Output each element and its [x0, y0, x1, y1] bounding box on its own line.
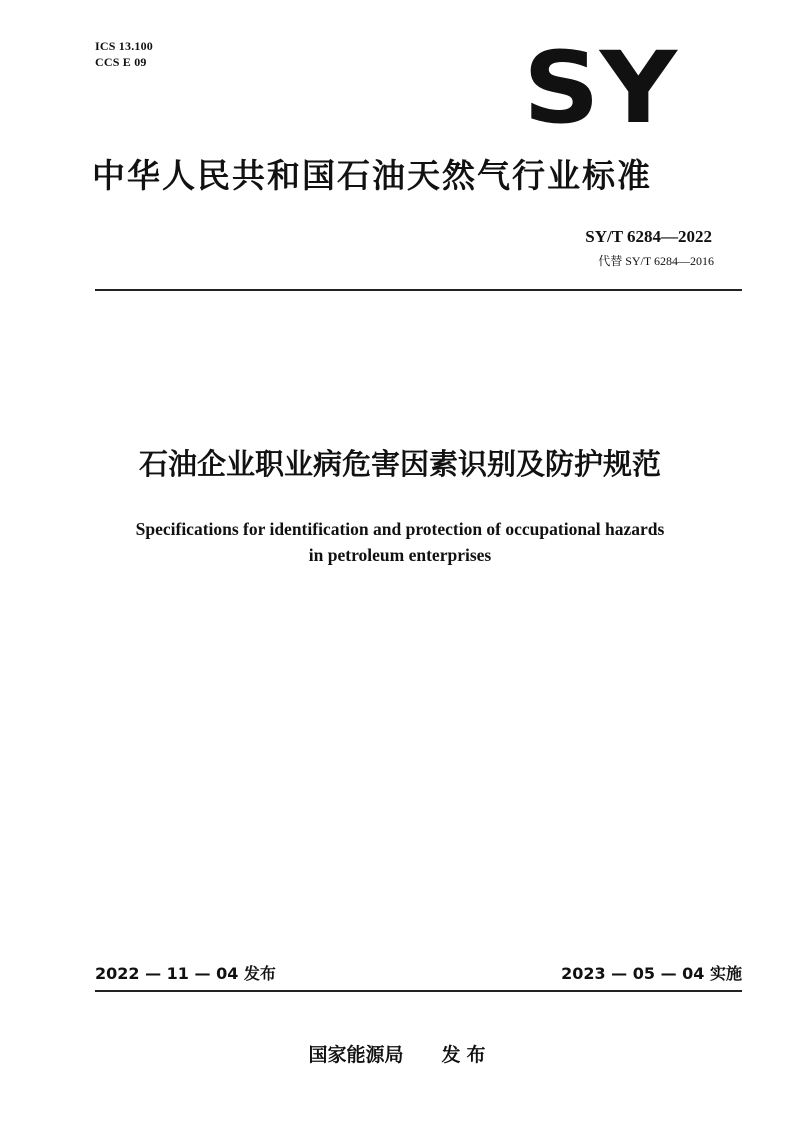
classification-codes: [95, 38, 153, 70]
document-title-chinese: 石油企业职业病危害因素识别及防护规范: [138, 447, 661, 481]
implementation-date: 2023 — 05 — 04 实施: [561, 964, 742, 983]
top-divider: [95, 289, 742, 291]
english-title-line-1: Specifications for identification and protection of occupational hazards: [135, 519, 665, 539]
english-title-line-2: in petroleum enterprises: [308, 545, 492, 565]
bottom-divider: [95, 990, 742, 992]
issue-date: 2022 — 11 — 04 发布: [95, 964, 276, 983]
publisher-action: 发布: [441, 1044, 492, 1066]
publisher-line: [0, 1042, 800, 1068]
standard-number: SY/T 6284—2022: [585, 227, 712, 246]
ics-code: ICS 13.100: [95, 39, 154, 53]
industry-standard-title: 中华人民共和国石油天然气行业标准: [92, 156, 652, 195]
sy-logo: [520, 44, 680, 134]
logo-text: SY: [523, 44, 679, 134]
publisher-name: 国家能源局: [308, 1044, 404, 1066]
document-title-english: [0, 516, 800, 568]
replaces-standard: 代替 SY/T 6284—2016: [598, 254, 714, 268]
ccs-code: CCS E 09: [95, 55, 147, 69]
